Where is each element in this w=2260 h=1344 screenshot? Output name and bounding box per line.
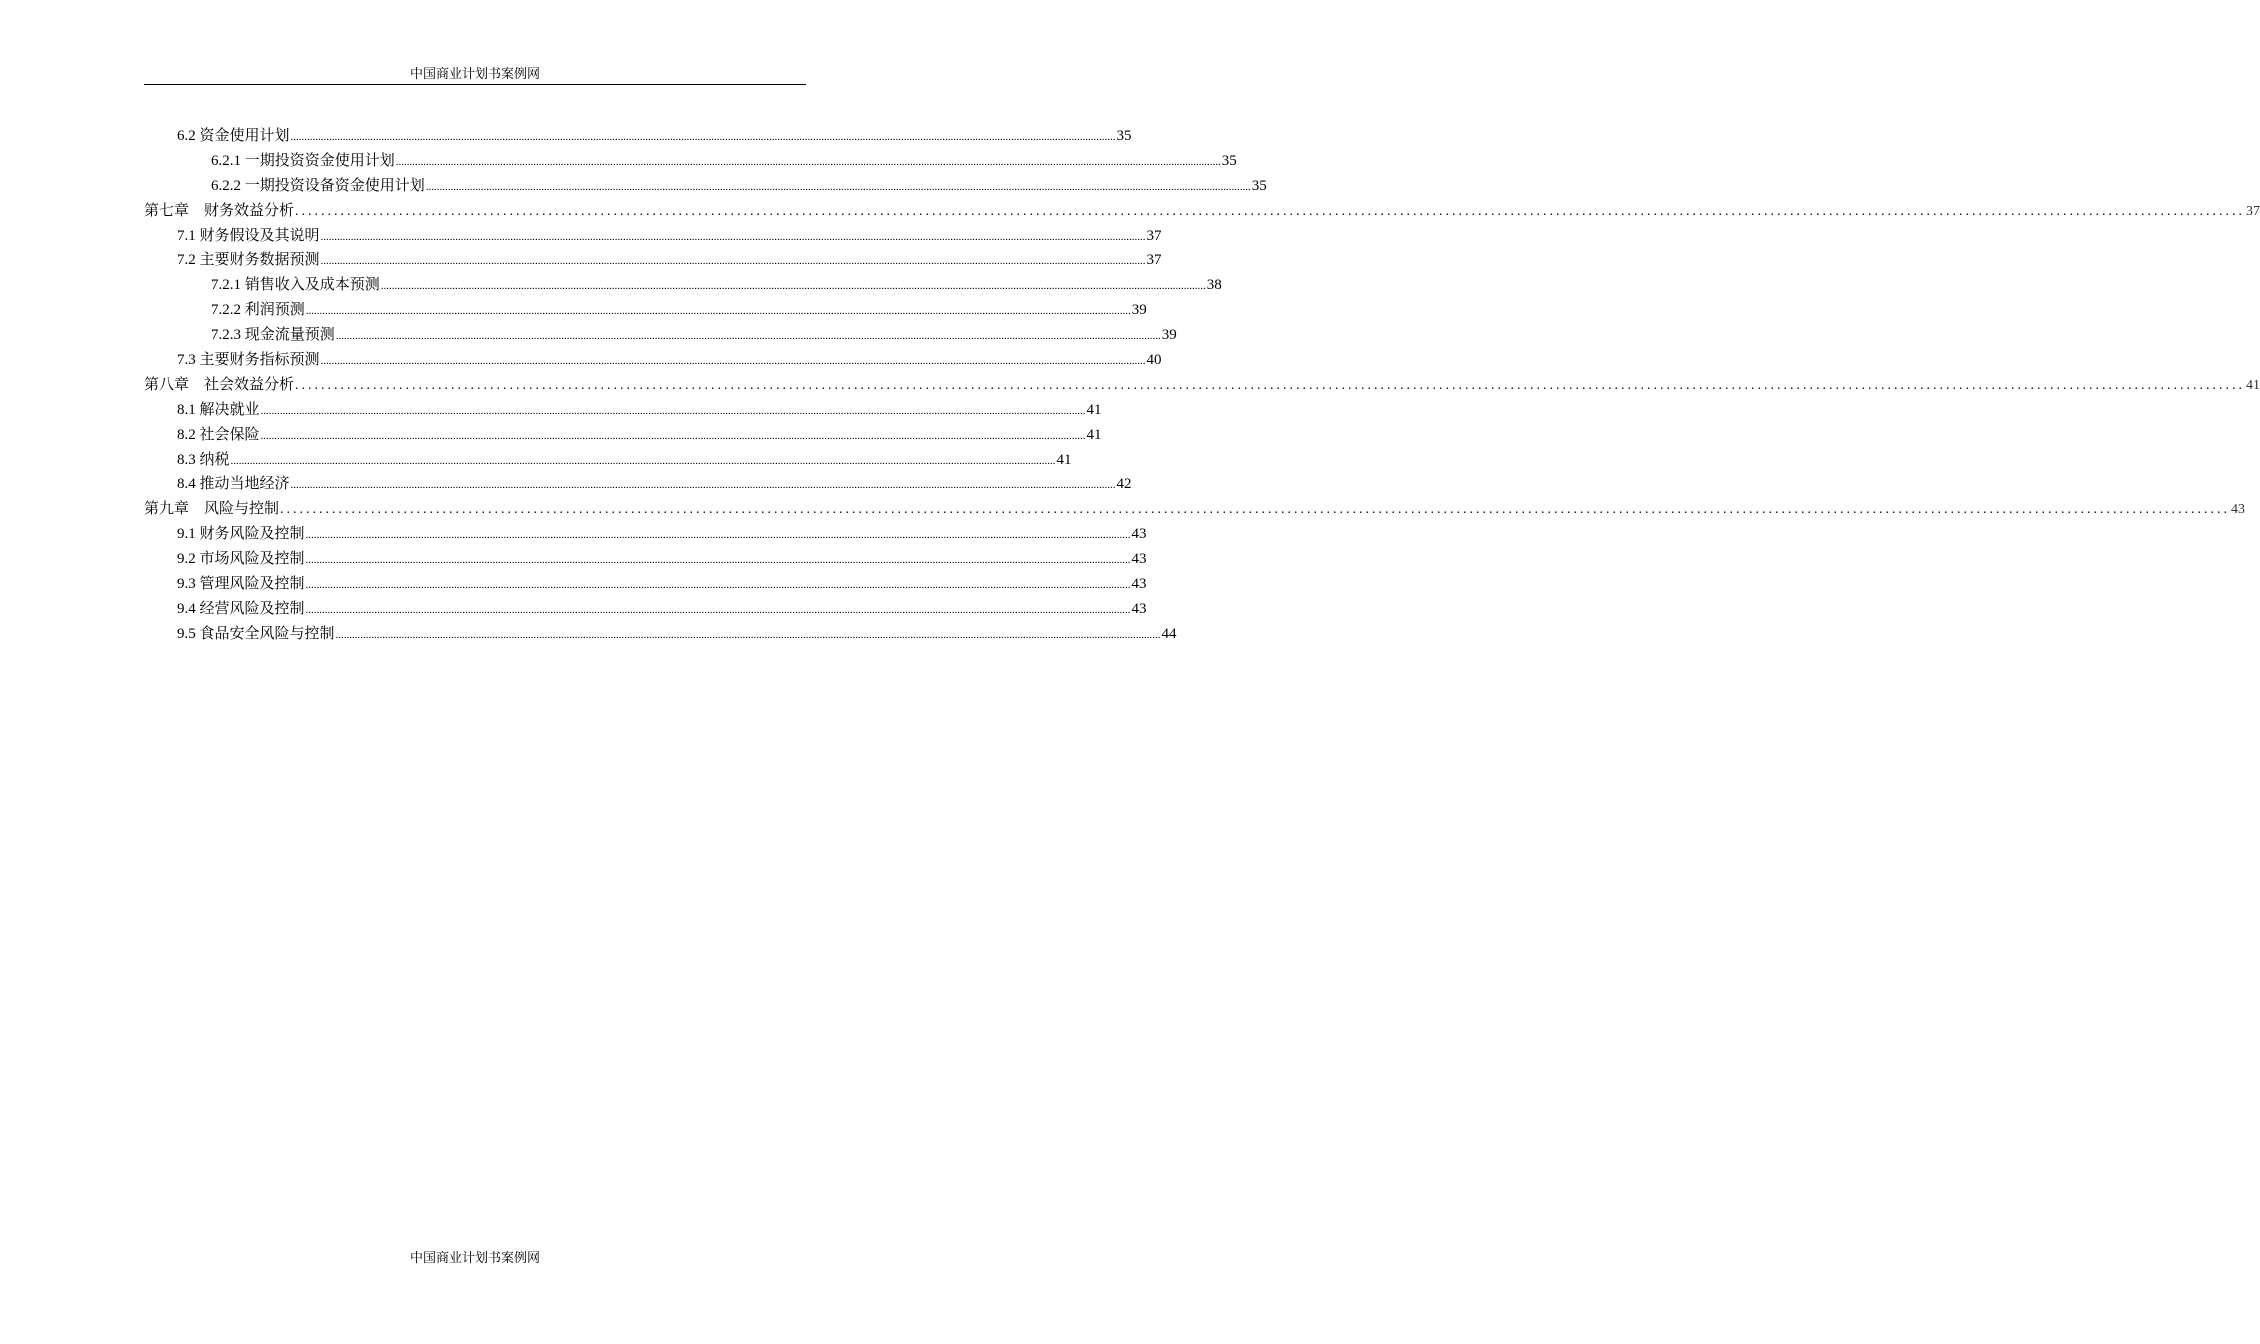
toc-dot-leader: ............................................................................................................................................................................................................................................................................................................ <box>320 230 1146 243</box>
toc-entry[interactable] <box>144 124 1132 149</box>
toc-entry-label: 6.2.1 一期投资资金使用计划 <box>211 152 395 169</box>
toc-entry-page-number: 42 <box>1116 476 1132 493</box>
toc-dot-leader: ............................................................................................................................................................................................................................................................................................................ <box>305 305 1131 318</box>
toc-entry-page-number: 43 <box>1131 576 1147 593</box>
toc-entry-page-number: 38 <box>1206 277 1222 294</box>
toc-entry-label: 第八章 社会效益分析 <box>144 376 295 393</box>
toc-dot-leader: ............................................................................................................................................................................................................................................................................................................ <box>295 377 2246 393</box>
toc-entry-page-number: 37 <box>1146 227 1162 244</box>
toc-entry-page-number: 37 <box>2246 203 2260 219</box>
toc-dot-leader: ............................................................................................................................................................................................................................................................................................................ <box>335 330 1161 343</box>
toc-entry-label: 7.2.1 销售收入及成本预测 <box>211 277 380 294</box>
toc-entry[interactable] <box>144 423 1102 448</box>
toc-dot-leader: ............................................................................................................................................................................................................................................................................................................ <box>290 131 1116 143</box>
toc-entry-page-number: 39 <box>1161 327 1177 344</box>
toc-entry[interactable] <box>144 348 1162 373</box>
toc-entry[interactable] <box>144 248 1162 273</box>
toc-entry-page-number: 44 <box>1161 625 1177 642</box>
toc-dot-leader: ............................................................................................................................................................................................................................................................................................................ <box>305 554 1131 567</box>
toc-entry-label: 7.1 财务假设及其说明 <box>177 227 320 244</box>
toc-entry-label: 9.2 市场风险及控制 <box>177 551 305 568</box>
toc-entry[interactable] <box>144 547 1147 572</box>
toc-entry[interactable] <box>144 224 1162 249</box>
toc-entry-page-number: 43 <box>1131 526 1147 543</box>
toc-dot-leader: ............................................................................................................................................................................................................................................................................................................ <box>260 404 1086 417</box>
toc-entry-page-number: 41 <box>1086 401 1102 418</box>
toc-dot-leader: ............................................................................................................................................................................................................................................................................................................ <box>380 280 1206 293</box>
toc-entry-label: 8.1 解决就业 <box>177 401 260 418</box>
toc-dot-leader: ............................................................................................................................................................................................................................................................................................................ <box>320 355 1146 368</box>
toc-entry-label: 6.2 资金使用计划 <box>177 128 290 144</box>
toc-entry[interactable] <box>144 174 1267 199</box>
toc-entry-page-number: 41 <box>1086 426 1102 443</box>
toc-entry-label: 第七章 财务效益分析 <box>144 202 295 219</box>
toc-entry-page-number: 43 <box>1131 600 1147 617</box>
page-header <box>144 64 806 85</box>
toc-entry[interactable] <box>144 472 1132 497</box>
toc-entry-label: 9.1 财务风险及控制 <box>177 526 305 543</box>
toc-entry[interactable] <box>144 398 1102 423</box>
toc-entry[interactable] <box>144 622 1177 647</box>
toc-entry-label: 8.2 社会保险 <box>177 426 260 443</box>
toc-entry[interactable] <box>144 149 1237 174</box>
toc-entry-label: 8.3 纳税 <box>177 451 230 468</box>
toc-entry-label: 9.5 食品安全风险与控制 <box>177 625 335 642</box>
toc-dot-leader: ............................................................................................................................................................................................................................................................................................................ <box>395 155 1221 168</box>
toc-dot-leader: ............................................................................................................................................................................................................................................................................................................ <box>425 180 1251 193</box>
toc-entry[interactable] <box>144 597 1147 622</box>
toc-entry[interactable] <box>144 298 1147 323</box>
toc-entry-page-number: 41 <box>1056 451 1072 468</box>
table-of-contents <box>144 124 2260 647</box>
toc-entry-page-number: 43 <box>2231 502 2246 518</box>
toc-dot-leader: ............................................................................................................................................................................................................................................................................................................ <box>305 579 1131 592</box>
toc-entry[interactable] <box>144 448 1072 473</box>
toc-entry[interactable] <box>144 373 2260 398</box>
toc-entry[interactable] <box>144 497 2246 522</box>
page-footer <box>144 1248 806 1268</box>
toc-entry-label: 6.2.2 一期投资设备资金使用计划 <box>211 177 425 194</box>
toc-dot-leader: ............................................................................................................................................................................................................................................................................................................ <box>295 203 2246 219</box>
toc-dot-leader: ............................................................................................................................................................................................................................................................................................................ <box>305 603 1131 616</box>
toc-entry-label: 8.4 推动当地经济 <box>177 476 290 493</box>
toc-dot-leader: ............................................................................................................................................................................................................................................................................................................ <box>260 429 1086 442</box>
toc-dot-leader: ............................................................................................................................................................................................................................................................................................................ <box>305 529 1131 542</box>
toc-entry-label: 7.2.3 现金流量预测 <box>211 327 335 344</box>
toc-entry-page-number: 35 <box>1221 152 1237 169</box>
toc-entry-label: 第九章 风险与控制 <box>144 501 280 518</box>
footer-text: 中国商业计划书案例网 <box>409 1250 540 1265</box>
toc-entry[interactable] <box>144 572 1147 597</box>
toc-entry[interactable] <box>144 199 2260 224</box>
toc-entry[interactable] <box>144 273 1222 298</box>
toc-entry-label: 7.2.2 利润预测 <box>211 302 305 319</box>
toc-entry-page-number: 41 <box>2246 377 2260 393</box>
toc-dot-leader: ............................................................................................................................................................................................................................................................................................................ <box>290 479 1116 492</box>
toc-entry-label: 7.2 主要财务数据预测 <box>177 252 320 269</box>
toc-dot-leader: ............................................................................................................................................................................................................................................................................................................ <box>320 255 1146 268</box>
toc-dot-leader: ............................................................................................................................................................................................................................................................................................................ <box>230 454 1056 467</box>
toc-entry-label: 9.3 管理风险及控制 <box>177 576 305 593</box>
toc-entry-label: 7.3 主要财务指标预测 <box>177 352 320 369</box>
toc-dot-leader: ............................................................................................................................................................................................................................................................................................................ <box>280 502 2231 518</box>
toc-entry[interactable] <box>144 522 1147 547</box>
toc-entry-page-number: 37 <box>1146 252 1162 269</box>
toc-entry-page-number: 39 <box>1131 302 1147 319</box>
toc-entry[interactable] <box>144 323 1177 348</box>
toc-entry-page-number: 35 <box>1116 128 1132 144</box>
toc-entry-label: 9.4 经营风险及控制 <box>177 600 305 617</box>
toc-entry-page-number: 43 <box>1131 551 1147 568</box>
toc-entry-page-number: 40 <box>1146 352 1162 369</box>
toc-dot-leader: ............................................................................................................................................................................................................................................................................................................ <box>335 628 1161 641</box>
header-text: 中国商业计划书案例网 <box>409 66 540 81</box>
toc-entry-page-number: 35 <box>1251 177 1267 194</box>
